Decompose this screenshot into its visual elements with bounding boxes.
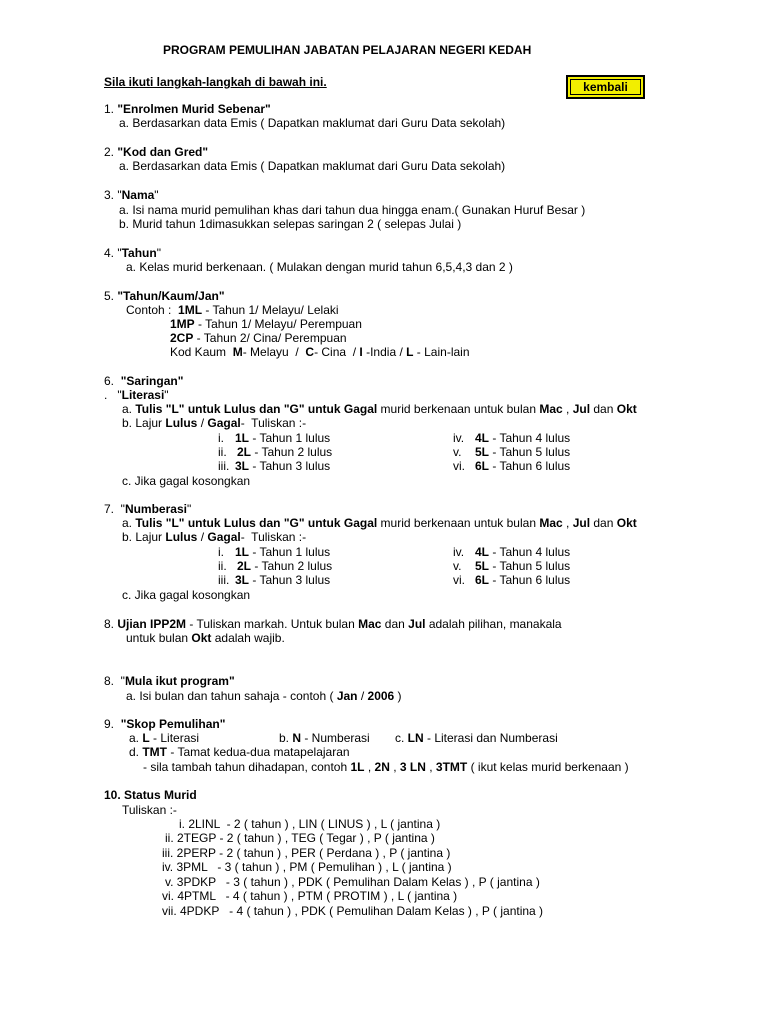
- back-button[interactable]: kembali: [566, 75, 645, 99]
- numberasi-grade-5: v. 5L - Tahun 5 lulus: [453, 559, 571, 573]
- skop-example: - sila tambah tahun dihadapan, contoh 1L , 2N , 3 LN , 3TMT ( ikut kelas murid berkenaan ): [143, 760, 629, 774]
- literasi-grade-1: i. 1L - Tahun 1 lulus: [218, 431, 331, 445]
- section-7-item-b: b. Lajur Lulus / Gagal- Tuliskan :-: [122, 530, 307, 544]
- literasi-grade-6: vi. 6L - Tahun 6 lulus: [453, 459, 571, 473]
- section-3-heading: 3. "Nama": [104, 188, 159, 202]
- status-item: iii. 2PERP - 2 ( tahun ) , PER ( Perdana ) , P ( jantina ): [162, 846, 451, 860]
- numberasi-grade-1: i. 1L - Tahun 1 lulus: [218, 545, 331, 559]
- skop-item-c: c. LN - Literasi dan Numberasi: [395, 731, 558, 745]
- section-5-kod-kaum: Kod Kaum M- Melayu / C- Cina / I -India / L - Lain-lain: [170, 345, 470, 359]
- section-2-item-a: a. Berdasarkan data Emis ( Dapatkan maklumat dari Guru Data sekolah): [119, 159, 506, 173]
- numberasi-grade-4: iv. 4L - Tahun 4 lulus: [453, 545, 571, 559]
- section-5-example-2: 1MP - Tahun 1/ Melayu/ Perempuan: [170, 317, 362, 331]
- numberasi-grade-6: vi. 6L - Tahun 6 lulus: [453, 573, 571, 587]
- skop-item-a: a. L - Literasi: [129, 731, 200, 745]
- numberasi-grade-3: iii. 3L - Tahun 3 lulus: [218, 573, 331, 587]
- section-7-heading: 7. "Numberasi": [104, 502, 192, 516]
- status-item: vii. 4PDKP - 4 ( tahun ) , PDK ( Pemulihan Dalam Kelas ) , P ( jantina ): [162, 904, 544, 918]
- literasi-grade-3: iii. 3L - Tahun 3 lulus: [218, 459, 331, 473]
- page-title: PROGRAM PEMULIHAN JABATAN PELAJARAN NEGERI KEDAH: [163, 43, 532, 57]
- status-item: iv. 3PML - 3 ( tahun ) , PM ( Pemulihan ) , L ( jantina ): [162, 860, 452, 874]
- skop-item-d: d. TMT - Tamat kedua-dua matapelajaran: [129, 745, 350, 759]
- section-5-heading: 5. "Tahun/Kaum/Jan": [104, 289, 225, 303]
- section-8-mula-item-a: a. Isi bulan dan tahun sahaja - contoh ( Jan / 2006 ): [126, 689, 402, 703]
- section-1-item-a: a. Berdasarkan data Emis ( Dapatkan maklumat dari Guru Data sekolah): [119, 116, 506, 130]
- section-3-item-b: b. Murid tahun 1dimasukkan selepas saringan 2 ( selepas Julai ): [119, 217, 462, 231]
- section-7-item-a: a. Tulis "L" untuk Lulus dan "G" untuk Gagal murid berkenaan untuk bulan Mac , Jul dan Okt: [122, 516, 637, 530]
- status-item: vi. 4PTML - 4 ( tahun ) , PTM ( PROTIM ) , L ( jantina ): [162, 889, 458, 903]
- status-item: i. 2LINL - 2 ( tahun ) , LIN ( LINUS ) , L ( jantina ): [179, 817, 441, 831]
- section-10-tuliskan: Tuliskan :-: [122, 803, 177, 817]
- literasi-grade-2: ii. 2L - Tahun 2 lulus: [218, 445, 333, 459]
- instruction-heading: Sila ikuti langkah-langkah di bawah ini.: [104, 75, 327, 89]
- numberasi-grade-2: ii. 2L - Tahun 2 lulus: [218, 559, 333, 573]
- skop-item-b: b. N - Numberasi: [279, 731, 370, 745]
- section-10-heading: 10. Status Murid: [104, 788, 197, 802]
- status-item: v. 3PDKP - 3 ( tahun ) , PDK ( Pemulihan Dalam Kelas ) , P ( jantina ): [165, 875, 540, 889]
- section-4-item-a: a. Kelas murid berkenaan. ( Mulakan dengan murid tahun 6,5,4,3 dan 2 ): [126, 260, 513, 274]
- literasi-grade-4: iv. 4L - Tahun 4 lulus: [453, 431, 571, 445]
- status-item: ii. 2TEGP - 2 ( tahun ) , TEG ( Tegar ) , P ( jantina ): [165, 831, 435, 845]
- section-6-item-a: a. Tulis "L" untuk Lulus dan "G" untuk Gagal murid berkenaan untuk bulan Mac , Jul dan Okt: [122, 402, 637, 416]
- section-7-item-c: c. Jika gagal kosongkan: [122, 588, 251, 602]
- section-2-heading: 2. "Kod dan Gred": [104, 145, 209, 159]
- section-6-subheading: . "Literasi": [104, 388, 169, 402]
- section-5-example-3: 2CP - Tahun 2/ Cina/ Perempuan: [170, 331, 347, 345]
- literasi-grade-5: v. 5L - Tahun 5 lulus: [453, 445, 571, 459]
- section-8-ipp2m: 8. Ujian IPP2M - Tuliskan markah. Untuk bulan Mac dan Jul adalah pilihan, manakala: [104, 617, 562, 631]
- section-4-heading: 4. "Tahun": [104, 246, 161, 260]
- section-5-example-1: Contoh : 1ML - Tahun 1/ Melayu/ Lelaki: [126, 303, 339, 317]
- section-1-heading: 1. "Enrolmen Murid Sebenar": [104, 102, 271, 116]
- section-6-heading: 6. "Saringan": [104, 374, 184, 388]
- section-8-ipp2m-line2: untuk bulan Okt adalah wajib.: [126, 631, 285, 645]
- section-8-mula-heading: 8. "Mula ikut program": [104, 674, 235, 688]
- section-3-item-a: a. Isi nama murid pemulihan khas dari tahun dua hingga enam.( Gunakan Huruf Besar ): [119, 203, 586, 217]
- section-9-heading: 9. "Skop Pemulihan": [104, 717, 226, 731]
- section-6-item-c: c. Jika gagal kosongkan: [122, 474, 251, 488]
- section-6-item-b: b. Lajur Lulus / Gagal- Tuliskan :-: [122, 416, 307, 430]
